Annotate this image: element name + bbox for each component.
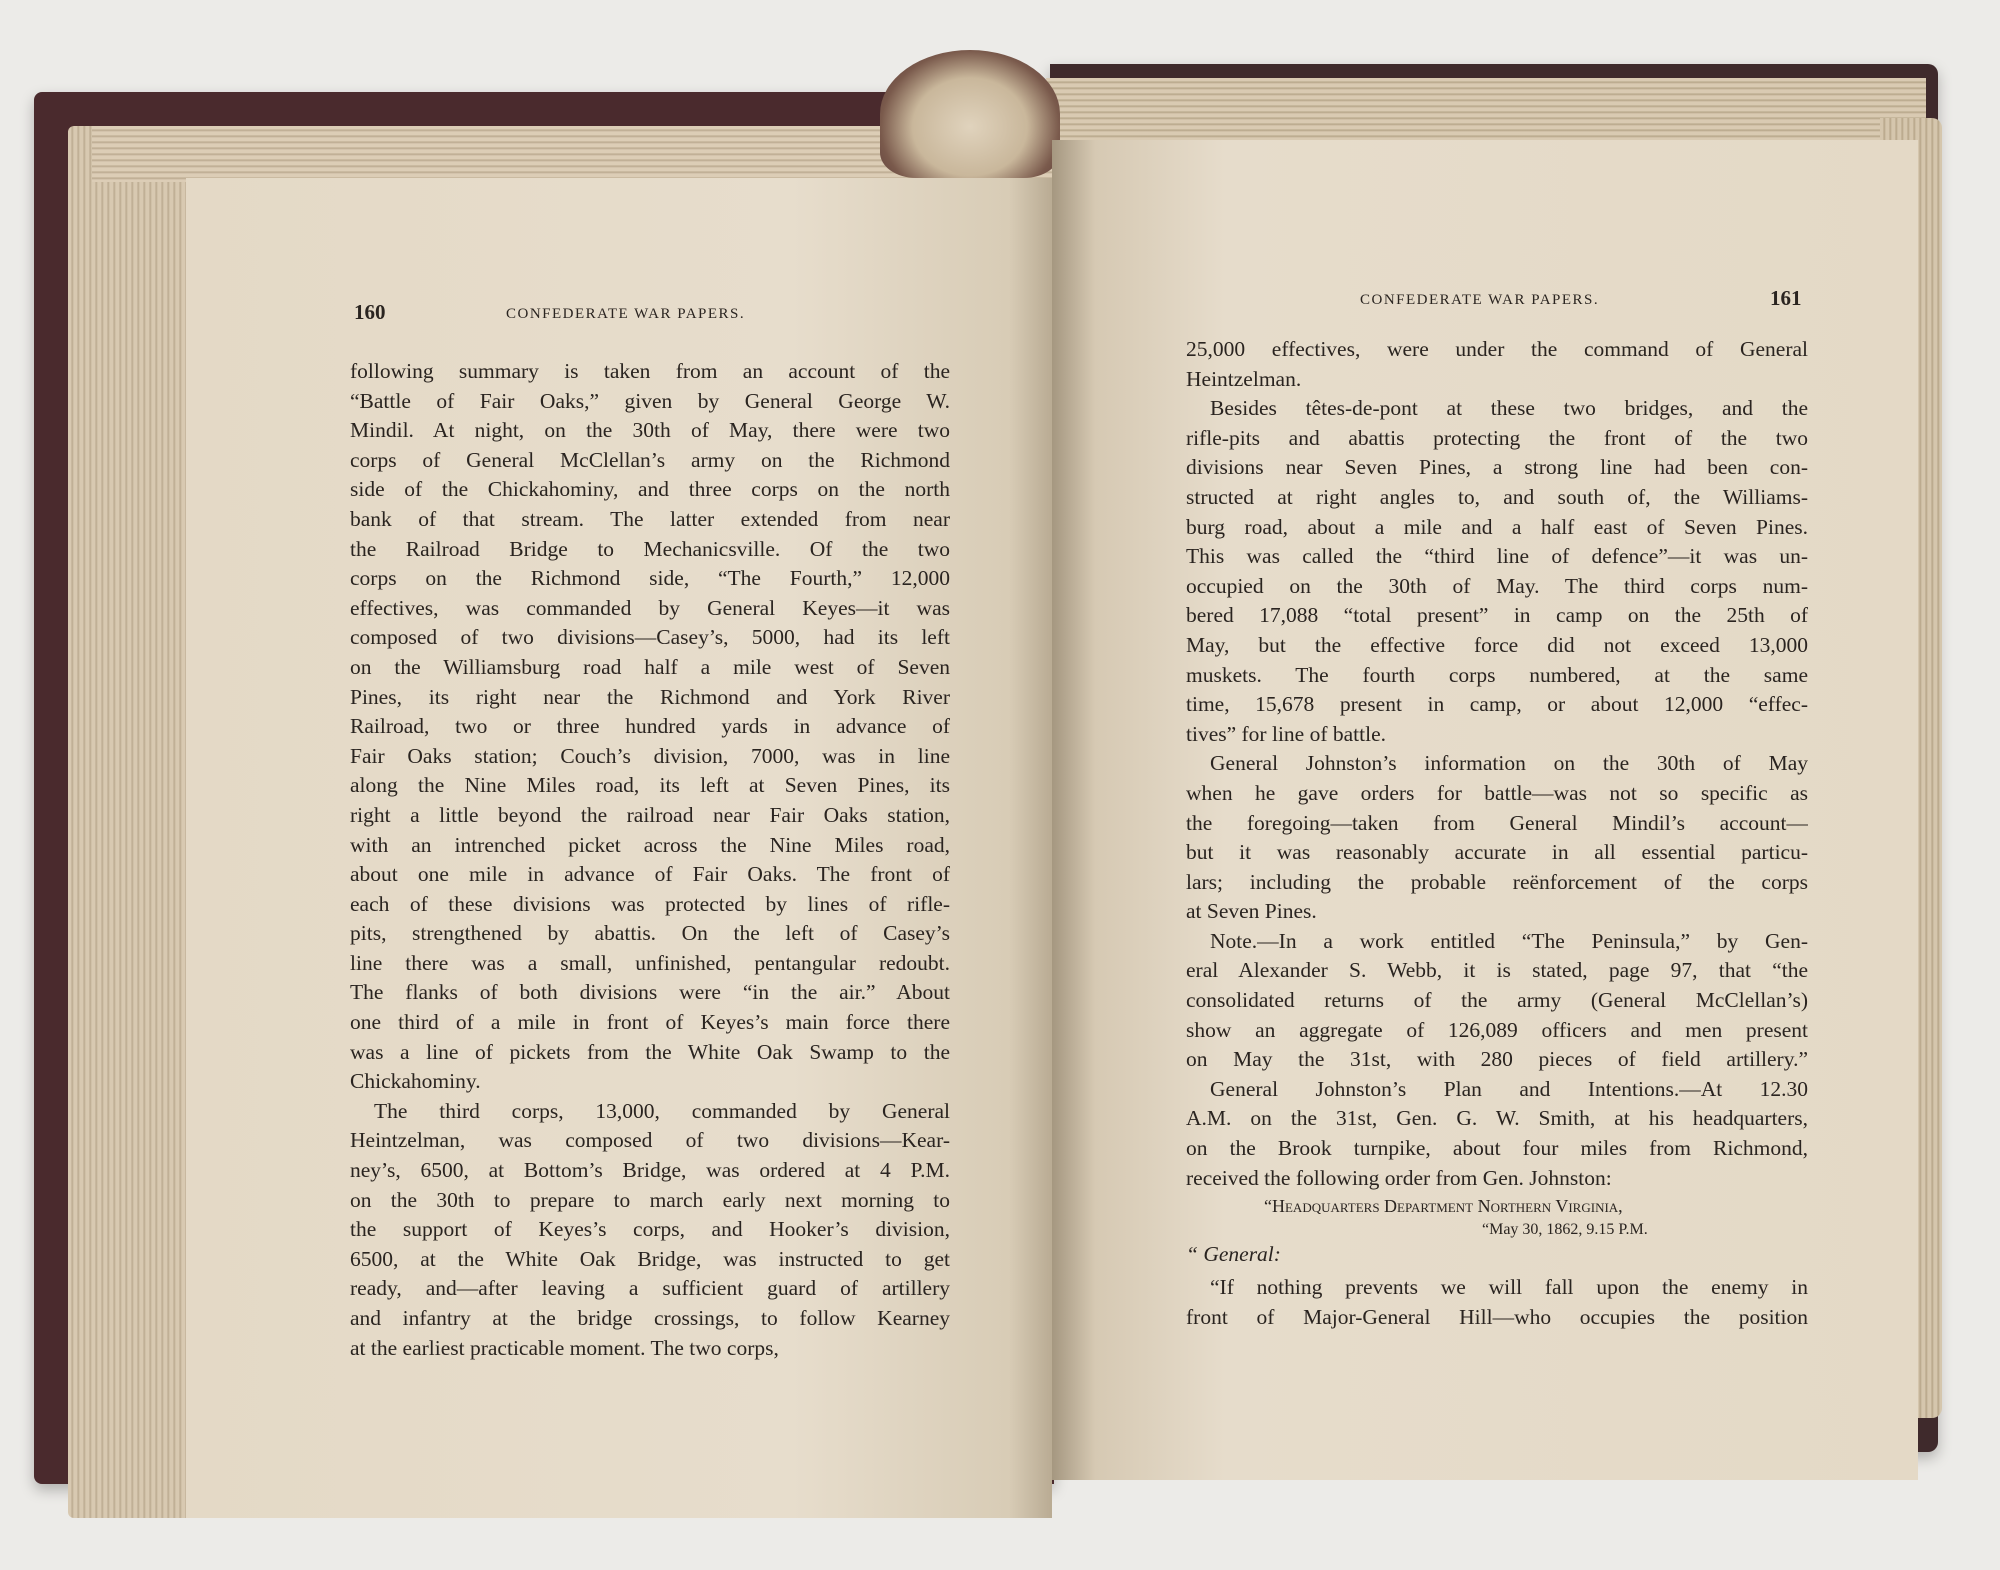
running-head-left: CONFEDERATE WAR PAPERS. — [506, 306, 746, 322]
text-line: Heintzelman. — [1186, 366, 1302, 391]
text-line: right a little beyond the railroad near Fair Oaks station, — [350, 802, 950, 827]
text-line: ney’s, 6500, at Bottom’s Bridge, was ordered at 4 P.M. — [350, 1158, 950, 1183]
running-head-right: CONFEDERATE WAR PAPERS. — [1360, 292, 1600, 308]
text-line: muskets. The fourth corps numbered, at the same — [1186, 662, 1808, 687]
text-line: May, but the effective force did not exceed 13,000 — [1186, 632, 1808, 657]
text-line: time, 15,678 present in camp, or about 12,000 “effec- — [1186, 692, 1808, 717]
letter-body — [1186, 1273, 1808, 1332]
text-line: ready, and—after leaving a sufficient guard of artillery — [350, 1276, 950, 1301]
text-line: Railroad, two or three hundred yards in advance of — [350, 714, 950, 739]
text-line: tives” for line of battle. — [1186, 721, 1386, 746]
text-line: but it was reasonably accurate in all essential particu- — [1186, 840, 1808, 865]
text-line: This was called the “third line of defence”—it was un- — [1186, 544, 1808, 569]
text-line: The flanks of both divisions were “in the air.” About — [350, 980, 950, 1005]
text-line: General Johnston’s information on the 30th of May — [1210, 751, 1808, 776]
text-line: occupied on the 30th of May. The third corps num- — [1186, 573, 1808, 598]
text-line: at Seven Pines. — [1186, 899, 1317, 924]
text-line: and infantry at the bridge crossings, to follow Kearney — [350, 1306, 950, 1330]
text-line: corps of General McClellan’s army on the Richmond — [350, 447, 950, 472]
text-line: front of Major-General Hill—who occupies the position — [1186, 1304, 1808, 1329]
text-line: the Railroad Bridge to Mechanicsville. Of the two — [350, 536, 950, 561]
text-line: show an aggregate of 126,089 officers and men present — [1186, 1017, 1808, 1042]
text-line: lars; including the probable reënforcement of the corps — [1186, 869, 1808, 894]
text-line: with an intrenched picket across the Nine Miles road, — [350, 832, 950, 857]
text-line: 6500, at the White Oak Bridge, was instructed to get — [350, 1246, 950, 1271]
text-line: General Johnston’s Plan and Intentions.—At 12.30 — [1210, 1076, 1808, 1101]
text-line: when he gave orders for battle—was not so specific as — [1186, 780, 1808, 805]
text-line: “Battle of Fair Oaks,” given by General George W. — [350, 388, 950, 413]
right-page-body — [1186, 335, 1808, 1193]
text-line: bank of that stream. The latter extended from near — [350, 506, 950, 531]
text-line: Note.—In a work entitled “The Peninsula,” by Gen- — [1210, 928, 1808, 953]
text-line: Heintzelman, was composed of two divisions—Kear- — [350, 1128, 950, 1153]
text-line: “If nothing prevents we will fall upon the enemy in — [1210, 1275, 1808, 1299]
text-line: burg road, about a mile and a half east of Seven Pines. — [1186, 514, 1808, 539]
text-line: pits, strengthened by abattis. On the left of Casey’s — [350, 921, 950, 946]
text-line: Chickahominy. — [350, 1069, 481, 1094]
text-line: bered 17,088 “total present” in camp on the 25th of — [1186, 603, 1808, 628]
text-line: on the Brook turnpike, about four miles from Richmond, — [1186, 1136, 1808, 1161]
left-page-body — [350, 357, 950, 1363]
text-line: The third corps, 13,000, commanded by General — [374, 1098, 950, 1123]
letter-heading — [1264, 1194, 1844, 1242]
text-line: line there was a small, unfinished, pentangular redoubt. — [350, 950, 950, 975]
text-line: eral Alexander S. Webb, it is stated, page 97, that “the — [1186, 958, 1808, 983]
book-spine — [880, 50, 1060, 178]
text-line: effectives, was commanded by General Keyes—it was — [350, 595, 950, 620]
text-line: following summary is taken from an account of the — [350, 359, 950, 383]
text-line: on May the 31st, with 280 pieces of field artillery.” — [1186, 1047, 1808, 1072]
text-line: side of the Chickahominy, and three corps on the north — [350, 477, 950, 502]
text-line: on the 30th to prepare to march early next morning to — [350, 1187, 950, 1212]
left-page — [186, 178, 1052, 1518]
letter-salutation: “ General: — [1186, 1242, 1281, 1266]
text-line: Mindil. At night, on the 30th of May, there were two — [350, 418, 950, 443]
text-line: the support of Keyes’s corps, and Hooker’s division, — [350, 1217, 950, 1242]
text-line: divisions near Seven Pines, a strong line had been con- — [1186, 455, 1808, 480]
text-line: 25,000 effectives, were under the command of General — [1186, 337, 1808, 361]
text-line: corps on the Richmond side, “The Fourth,” 12,000 — [350, 566, 950, 591]
text-line: Besides têtes-de-pont at these two bridges, and the — [1210, 396, 1808, 421]
page-number-right: 161 — [1770, 286, 1802, 310]
text-line: one third of a mile in front of Keyes’s main force there — [350, 1010, 950, 1035]
text-line: was a line of pickets from the White Oak Swamp to the — [350, 1039, 950, 1064]
text-line: structed at right angles to, and south of, the Williams- — [1186, 484, 1808, 509]
page-number-left: 160 — [354, 300, 386, 324]
text-line: the foregoing—taken from General Mindil’s account— — [1186, 810, 1808, 835]
text-line: A.M. on the 31st, Gen. G. W. Smith, at his headquarters, — [1186, 1106, 1808, 1131]
text-line: about one mile in advance of Fair Oaks. The front of — [350, 862, 950, 887]
text-line: each of these divisions was protected by lines of rifle- — [350, 891, 950, 916]
text-line: rifle-pits and abattis protecting the front of the two — [1186, 425, 1808, 450]
text-line: along the Nine Miles road, its left at Seven Pines, its — [350, 773, 950, 798]
letter-date-line: “May 30, 1862, 9.15 P.M. — [1482, 1221, 1648, 1238]
right-page — [1052, 140, 1918, 1480]
text-line: consolidated returns of the army (General McClellan’s) — [1186, 988, 1808, 1013]
page-edges-top-right — [1046, 78, 1926, 144]
letter-heading-line: “Headquarters Department Northern Virginia, — [1264, 1196, 1623, 1216]
text-line: Fair Oaks station; Couch’s division, 7000, was in line — [350, 743, 950, 768]
text-line: Pines, its right near the Richmond and York River — [350, 684, 950, 709]
text-line: composed of two divisions—Casey’s, 5000, had its left — [350, 625, 950, 650]
text-line: received the following order from Gen. Johnston: — [1186, 1165, 1612, 1190]
text-line: on the Williamsburg road half a mile west of Seven — [350, 654, 950, 679]
text-line: at the earliest practicable moment. The two corps, — [350, 1335, 779, 1360]
